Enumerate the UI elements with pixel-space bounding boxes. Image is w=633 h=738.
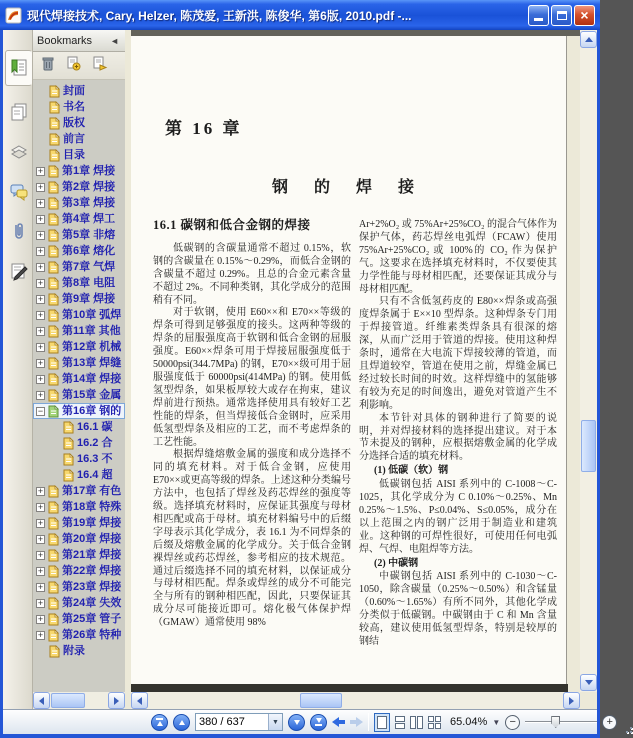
bookmark-item[interactable] <box>33 99 125 115</box>
expand-plus-icon[interactable]: + <box>37 613 44 624</box>
zoom-slider-track[interactable] <box>525 721 597 723</box>
signatures-panel-icon[interactable] <box>5 254 32 290</box>
expand-plus-icon[interactable]: + <box>37 197 44 208</box>
expand-plus-icon[interactable]: + <box>37 581 44 592</box>
bookmark-label: 目录 <box>63 149 85 161</box>
expand-plus-icon[interactable]: + <box>37 325 44 336</box>
bookmark-item[interactable] <box>33 339 125 355</box>
expand-plus-icon[interactable]: + <box>37 485 44 496</box>
bookmark-item[interactable] <box>33 291 125 307</box>
scroll-up-icon[interactable] <box>580 31 597 48</box>
bookmark-item[interactable] <box>33 595 125 611</box>
bookmark-page-icon <box>48 245 59 258</box>
bookmark-item[interactable] <box>33 195 125 211</box>
bookmark-page-icon <box>63 469 74 482</box>
bookmark-item[interactable] <box>33 243 125 259</box>
bookmark-label: 第19章 焊接 <box>62 517 122 529</box>
bookmark-item[interactable] <box>33 387 125 403</box>
bookmark-label: 第12章 机械 <box>62 341 122 353</box>
bookmark-label: 16.4 超 <box>77 469 113 481</box>
bookmark-item[interactable] <box>33 579 125 595</box>
body-paragraph: Ar+2%O₂ 或 75%Ar+25%CO₂ 的混合气体作为保护气体，药芯焊丝电弧焊（FCAW）使用 75%Ar+25%CO₂ 或 100%的 CO₂ 作为保护气。这要求在选择填充材料时，不仅要使其力学性能与母材相匹配，还要保证其成分与母材相匹配。 <box>359 219 557 295</box>
page-columns <box>153 219 557 649</box>
bookmark-label: 第4章 焊工 <box>62 213 116 225</box>
previous-page-button[interactable] <box>173 714 190 731</box>
list-subheading: (2) 中碳钢 <box>374 557 419 569</box>
bookmark-label: 第25章 管子 <box>62 613 122 625</box>
zoom-dropdown-icon[interactable]: ▼ <box>492 717 501 727</box>
scroll-right-icon[interactable] <box>108 692 125 709</box>
title-bar <box>0 0 600 30</box>
document-pane <box>131 30 597 709</box>
bookmark-page-icon <box>48 565 59 578</box>
expand-plus-icon[interactable]: + <box>37 373 44 384</box>
bookmark-item[interactable] <box>33 83 125 99</box>
delete-bookmark-icon[interactable] <box>41 56 55 76</box>
bookmark-item[interactable] <box>33 483 125 499</box>
bookmark-label: 16.1 碳 <box>77 421 113 433</box>
bookmark-page-icon <box>48 389 59 402</box>
page-dropdown-icon[interactable]: ▼ <box>268 714 282 730</box>
bookmark-item[interactable] <box>33 563 125 579</box>
page-number-field <box>195 713 283 731</box>
bookmark-page-icon <box>48 309 59 322</box>
previous-view-button[interactable] <box>332 717 345 727</box>
bookmark-page-icon <box>48 181 59 194</box>
bookmark-page-icon <box>63 421 74 434</box>
bookmark-item[interactable] <box>33 323 125 339</box>
single-page-view-button[interactable] <box>374 713 390 732</box>
panel-collapse-icon[interactable]: ◄ <box>110 35 119 46</box>
zoom-out-button[interactable]: − <box>505 715 520 730</box>
bookmark-item[interactable] <box>33 115 125 131</box>
bookmark-label: 第23章 焊接 <box>62 581 122 593</box>
bookmark-item[interactable] <box>33 211 125 227</box>
bookmark-item[interactable] <box>33 403 125 419</box>
new-bookmark-icon[interactable] <box>66 56 81 76</box>
bookmark-page-icon <box>48 229 59 242</box>
bookmark-page-icon <box>49 645 60 658</box>
expand-plus-icon[interactable]: + <box>37 517 44 528</box>
body-paragraph: 低碳钢包括 AISI 系列中的 C-1008～C-1025，其化学成分为 C 0.10%～0.25%、Mn 0.25%～1.5%、P≤0.04%、S≤0.05%，成分在以上范围之内的钢广泛用于制造业和建筑业。这种钢的可焊性很好，可使用任何电弧焊、气焊、电阻焊等方法。 <box>359 479 557 555</box>
bookmark-item[interactable] <box>33 467 125 483</box>
next-page-button[interactable] <box>288 714 305 731</box>
bookmark-page-icon <box>48 325 59 338</box>
bookmark-item[interactable] <box>33 179 125 195</box>
expand-plus-icon[interactable]: + <box>37 533 44 544</box>
left-column <box>153 219 351 649</box>
bookmark-page-icon <box>48 277 59 290</box>
right-column <box>359 219 557 649</box>
window-resize-grip[interactable] <box>622 723 633 734</box>
bookmark-item[interactable] <box>33 451 125 467</box>
bookmark-page-icon <box>63 437 74 450</box>
expand-plus-icon[interactable]: + <box>37 357 44 368</box>
bookmarks-panel-header <box>33 30 125 52</box>
document-vertical-scrollbar[interactable] <box>580 30 597 692</box>
expand-plus-icon[interactable]: + <box>37 341 44 352</box>
scroll-left-icon[interactable] <box>33 692 50 709</box>
bookmark-label: 前言 <box>63 133 85 145</box>
bookmark-item[interactable] <box>33 515 125 531</box>
bookmark-item[interactable] <box>33 627 125 643</box>
bookmark-page-icon <box>48 293 59 306</box>
bookmark-label: 第11章 其他 <box>62 325 121 337</box>
expand-plus-icon[interactable]: + <box>37 629 44 640</box>
bookmark-item[interactable] <box>33 147 125 163</box>
bookmark-page-icon <box>48 373 59 386</box>
attachments-panel-icon[interactable] <box>5 214 32 250</box>
bookmark-page-icon <box>63 453 74 466</box>
bookmark-item[interactable] <box>33 435 125 451</box>
scrollbar-thumb[interactable] <box>51 693 85 708</box>
bookmark-label: 第15章 金属 <box>62 389 122 401</box>
bookmark-page-icon <box>48 261 59 274</box>
bookmark-page-icon <box>48 597 59 610</box>
scrollbar-corner <box>580 692 597 709</box>
body-paragraph: 中碳钢包括 AISI 系列中的 C-1030～C-1050，除含碳量（0.25%～0.50%）和含锰量（0.60%～1.65%）有所不同外，其他化学成分类似于低碳钢。中碳钢由于 C 和 Mn 含量较高，建议使用低氢型焊条，特别是较厚的钢结 <box>359 571 557 647</box>
comments-panel-icon[interactable] <box>5 174 32 210</box>
status-bar <box>3 709 613 734</box>
maximize-button[interactable] <box>551 5 572 26</box>
bookmark-page-icon <box>48 501 59 514</box>
bookmark-label: 第20章 焊接 <box>62 533 122 545</box>
expand-plus-icon[interactable]: + <box>37 229 44 240</box>
bookmark-label: 书名 <box>63 101 85 113</box>
bookmark-page-icon <box>49 133 60 146</box>
bookmark-label: 第7章 气焊 <box>62 261 116 273</box>
bookmark-options-icon[interactable] <box>92 56 107 76</box>
bookmark-page-icon <box>48 517 59 530</box>
window-border-bottom <box>0 734 600 738</box>
bookmark-page-icon <box>48 549 59 562</box>
zoom-level-value[interactable]: 65.04% <box>450 716 488 728</box>
collapse-minus-icon[interactable]: − <box>37 405 44 416</box>
bookmark-page-icon <box>48 485 59 498</box>
expand-plus-icon[interactable]: + <box>37 181 44 192</box>
body-paragraph: 对于软钢，使用 E60××和 E70××等级的焊条可得到足够强度的接头。这两种等级的焊条的屈服强度高于软钢和低合金钢的屈服强度。E60××焊条可用于焊接屈服强度低于 50000psi(344.7MPa) 的钢，E70××级可用于屈服强度低于 60000psi(414MPa) 的钢。使用低氢型焊条，如果板厚较大或存在拘束，建议焊前进行预热。通常选择使用具有较好工艺性能的焊条，但当焊接低合金钢时，应采用低氢型焊条及相应的工艺，而不考虑焊条的工艺性能。 <box>153 307 351 448</box>
page-bottom-shadow <box>131 684 568 692</box>
bookmark-label: 第21章 焊接 <box>62 549 122 561</box>
bookmark-label: 第1章 焊接 <box>62 165 116 177</box>
bookmark-label: 第8章 电阻 <box>62 277 116 289</box>
bookmark-page-icon <box>48 405 59 418</box>
bookmark-item[interactable] <box>33 131 125 147</box>
body-paragraph: 低碳钢的含碳量通常不超过 0.15%，软钢的含碳量在 0.15%～0.29%，而低合金钢的含碳量不超过 0.29%。且总的合金元素含量不超过 2%。不同种类钢，其化学成分的范围稍有不同。 <box>153 242 351 306</box>
scroll-right-icon[interactable] <box>563 692 580 709</box>
continuous-view-button[interactable] <box>395 716 405 729</box>
bookmark-page-icon <box>48 629 59 642</box>
bookmark-page-icon <box>48 357 59 370</box>
bookmarks-panel <box>33 30 125 709</box>
body-paragraph: 根据焊缝熔敷金属的强度和成分选择不同的填充材料。对于低合金钢，应使用 E70××或更高等级的焊条。上述这种分类编号方法中，也包括了焊丝及药芯焊丝的强度等级。选择填充材料时，应保证其强度与母材相匹配或高于母材。填充材料编号中的后缀字母表示其化学成分，表 16.1 为不同焊条的后缀及熔敷金属的化学成分。关于低合金钢裸焊丝或药芯焊丝，参考相应的技术规范。通过后缀选择不同的填充材料，以保证成分与母材相匹配。焊条或焊丝的成分不可能完全与所有的钢种相匹配，因此，只要保证其成分尽可能接近即可。熔化极气体保护焊（GMAW）通常使用 98% <box>153 449 351 629</box>
bookmark-label: 第13章 焊缝 <box>62 357 122 369</box>
bookmark-page-icon <box>48 213 59 226</box>
expand-plus-icon[interactable]: + <box>37 245 44 256</box>
bookmark-item[interactable] <box>33 307 125 323</box>
bookmark-page-icon <box>49 117 60 130</box>
pages-panel-icon[interactable] <box>5 94 32 130</box>
expand-plus-icon[interactable]: + <box>37 501 44 512</box>
expand-plus-icon[interactable]: + <box>37 277 44 288</box>
bookmark-label: 16.3 不 <box>77 453 113 465</box>
bookmark-item[interactable] <box>33 371 125 387</box>
bookmark-label: 第3章 焊接 <box>62 197 116 209</box>
zoom-slider-thumb[interactable] <box>551 716 560 728</box>
bookmarks-panel-icon[interactable] <box>5 50 32 86</box>
bookmark-label: 第6章 熔化 <box>62 245 116 257</box>
bookmark-item[interactable] <box>33 611 125 627</box>
expand-plus-icon[interactable]: + <box>37 293 44 304</box>
chapter-title: 钢 的 焊 接 <box>271 179 425 196</box>
two-up-view-button[interactable] <box>410 716 423 729</box>
expand-plus-icon[interactable]: + <box>37 213 44 224</box>
statusbar-separator <box>368 713 369 731</box>
scroll-down-icon[interactable] <box>580 674 597 691</box>
bookmark-item[interactable] <box>33 275 125 291</box>
body-paragraph: 只有不含低氢药皮的 E80××焊条或高强度焊条属于 E××10 型焊条。这种焊条专门用于焊接管道。纤维素类焊条具有很深的熔深，从而广泛用于管道的焊接。使用这种焊条时，通常在大电流下焊接较薄的管道，而且焊道较窄，管道在使用之前，焊缝金属已经过较长时间的时效。这样焊缝中的氢能够有较为充足的时间逸出，避免对管道产生不利影响。 <box>359 296 557 411</box>
minimize-button[interactable] <box>528 5 549 26</box>
zoom-slider[interactable] <box>525 715 597 729</box>
layers-panel-icon[interactable] <box>5 134 32 170</box>
bookmark-page-icon <box>48 341 59 354</box>
bookmark-item[interactable] <box>33 419 125 435</box>
bookmark-label: 附录 <box>63 645 85 657</box>
expand-plus-icon[interactable]: + <box>37 165 44 176</box>
list-subheading: (1) 低碳（软）钢 <box>374 465 449 477</box>
navigation-tab-strip <box>3 30 33 709</box>
bookmark-item[interactable] <box>33 531 125 547</box>
window-border-right <box>597 30 600 738</box>
bookmarks-tree <box>33 80 125 692</box>
bookmark-page-icon <box>48 533 59 546</box>
bookmark-item[interactable] <box>33 355 125 371</box>
bookmark-page-icon <box>49 149 60 162</box>
expand-plus-icon[interactable]: + <box>37 261 44 272</box>
bookmark-item[interactable] <box>33 227 125 243</box>
pdf-app-icon <box>5 7 22 24</box>
bookmark-page-icon <box>48 613 59 626</box>
bookmark-item[interactable] <box>33 499 125 515</box>
bookmark-page-icon <box>48 581 59 594</box>
document-horizontal-scrollbar[interactable] <box>131 692 580 709</box>
bookmark-page-icon <box>49 101 60 114</box>
two-up-continuous-view-button[interactable] <box>428 716 441 729</box>
first-page-button[interactable] <box>151 714 168 731</box>
bookmark-label: 第16章 钢的 <box>62 405 122 417</box>
window-title: 现代焊接技术, Cary, Helzer, 陈茂爱, 王新洪, 陈俊华, 第6版, 2010.pdf -... <box>27 8 412 23</box>
bookmark-label: 第14章 焊接 <box>62 373 122 385</box>
last-page-button[interactable] <box>310 714 327 731</box>
chapter-number: 第 16 章 <box>165 119 243 138</box>
bookmark-item[interactable] <box>33 259 125 275</box>
bookmark-page-icon <box>49 85 60 98</box>
bookmark-label: 版权 <box>63 117 85 129</box>
section-heading: 16.1 碳钢和低合金钢的焊接 <box>153 218 311 232</box>
bookmark-label: 第10章 弧焊 <box>62 309 122 321</box>
bookmark-label: 第22章 焊接 <box>62 565 122 577</box>
bookmark-label: 第9章 焊接 <box>62 293 116 305</box>
scroll-left-icon[interactable] <box>131 692 148 709</box>
bookmarks-toolbar <box>33 52 125 80</box>
bookmark-label: 第24章 失效 <box>62 597 122 609</box>
expand-plus-icon[interactable]: + <box>37 309 44 320</box>
next-view-button[interactable] <box>350 717 363 727</box>
bookmark-item[interactable] <box>33 643 125 659</box>
close-button[interactable]: × <box>574 5 595 26</box>
bookmark-label: 16.2 合 <box>77 437 113 449</box>
body-paragraph: 本节针对具体的钢种进行了简要的说明，并对焊接材料的选择提出建议。对于本节未提及的钢种，应根据熔敷金属的化学成分选择合适的填充材料。 <box>359 412 557 463</box>
bookmark-label: 第5章 非熔 <box>62 229 116 241</box>
zoom-in-button[interactable]: + <box>602 715 617 730</box>
scrollbar-thumb[interactable] <box>581 420 596 472</box>
bookmark-label: 封面 <box>63 85 85 97</box>
bookmark-page-icon <box>48 197 59 210</box>
bookmark-item[interactable] <box>33 547 125 563</box>
bookmark-label: 第18章 特殊 <box>62 501 122 513</box>
expand-plus-icon[interactable]: + <box>37 597 44 608</box>
pdf-page <box>131 36 567 684</box>
bookmark-label: 第2章 焊接 <box>62 181 116 193</box>
expand-plus-icon[interactable]: + <box>37 549 44 560</box>
bookmarks-horizontal-scrollbar[interactable] <box>33 692 125 709</box>
bookmark-item[interactable] <box>33 163 125 179</box>
expand-plus-icon[interactable]: + <box>37 389 44 400</box>
bookmark-page-icon <box>48 165 59 178</box>
expand-plus-icon[interactable]: + <box>37 565 44 576</box>
scrollbar-thumb[interactable] <box>300 693 342 708</box>
page-number-input[interactable] <box>196 714 268 730</box>
bookmark-label: 第17章 有色 <box>62 485 122 497</box>
bookmarks-panel-title: Bookmarks <box>37 34 93 47</box>
bookmark-label: 第26章 特种 <box>62 629 122 641</box>
